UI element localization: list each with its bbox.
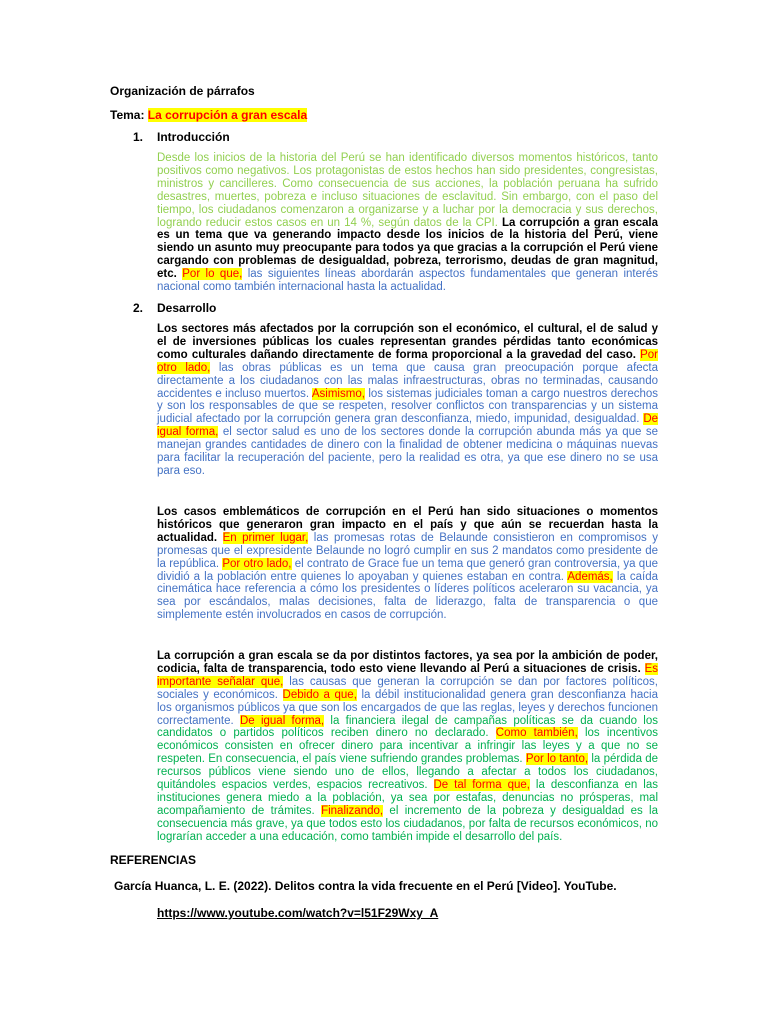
connector-highlight: Como también, <box>495 727 578 740</box>
connector-highlight: De igual forma, <box>157 413 659 439</box>
paragraph-sentence: la financiera ilegal de campañas políticas se da cuando los candidatos o partidos políticos reciben dinero no declarado. <box>157 714 658 740</box>
paragraph-sentence: Los sectores más afectados por la corrupción son el económico, el cultural, el de salud y el de inversiones públicas los cuales representan grandes pérdidas tanto económicas como culturales dañando directamente de forma proporcional a la gravedad del caso. <box>157 323 658 361</box>
connector-highlight: Es importante señalar que, <box>157 662 658 688</box>
document-title: Organización de párrafos <box>110 84 255 98</box>
connector-highlight: Por lo tanto, <box>525 753 589 766</box>
connector-highlight: Finalizando, <box>321 804 384 817</box>
paragraph-sentence: el contrato de Grace fue un tema que generó gran controversia, ya que dividió a la población entre quienes lo apoyaban y quienes estaban en contra. <box>157 557 658 583</box>
connector-highlight: De igual forma, <box>239 714 325 727</box>
connector-highlight: En primer lugar, <box>222 531 309 544</box>
connector-highlight: Además, <box>567 570 613 583</box>
intro-sentence: Desde los inicios de la historia del Perú se han identificado diversos momentos históricos, tanto positivos como negativos. Los protagonistas de estos hechos han sido presidentes, congresistas, ministros y cancilleres. Como consecuencia de sus acciones, la población peruana ha sufrido desastres, muertes, pobreza e incluso situaciones de esclavitud. Sin embargo, con el paso del tiempo, los ciudadanos comenzaron a organizarse y a luchar por la democracia y sus derechos, logrando reducir estos casos en un 14 %, según datos de la CPI. <box>157 152 658 229</box>
development-paragraph-2 <box>157 506 658 622</box>
references-heading: REFERENCIAS <box>110 853 197 867</box>
paragraph-sentence: las promesas rotas de Belaunde consistieron en compromisos y promesas que el expresidente Belaunde no logró cumplir en sus 2 mandatos como presidente de la república. <box>157 531 658 570</box>
connector-highlight: Asimismo, <box>311 387 365 400</box>
topic-value: La corrupción a gran escala <box>147 108 308 122</box>
paragraph-sentence: la débil institucionalidad genera gran desconfianza hacia los organismos públicos ya que son los encargados de que las reglas, leyes y derechos funcionen correctamente. <box>157 688 658 727</box>
connector-highlight: Por otro lado, <box>222 557 292 570</box>
intro-sentence: La corrupción a gran escala es un tema que va generando impacto desde los inicios de la historia del Perú, viene siendo un asunto muy preocupante para todos ya que gracias a la corrupción el Perú viene cargando con problemas de desigualdad, pobreza, terrorismo, deudas de gran magnitud, etc. <box>157 216 658 281</box>
section-title: Introducción <box>157 130 230 144</box>
paragraph-sentence: la pérdida de recursos públicos viene siendo uno de ellos, llegando a afectar a todos los ciudadanos, quitándoles espacios verdes, espacios recreativos. <box>157 753 659 792</box>
section-heading-development <box>133 301 216 315</box>
section-heading-intro <box>133 130 230 144</box>
paragraph-sentence: las causas que generan la corrupción se dan por factores políticos, sociales y económicos. <box>157 675 658 701</box>
reference-link[interactable]: https://www.youtube.com/watch?v=l51F29Wxy_A <box>157 906 439 920</box>
paragraph-sentence: La corrupción a gran escala se da por distintos factores, ya sea por la ambición de poder, codicia, falta de transparencia, todo esto viene llevando al Perú a situaciones de crisis. <box>157 650 658 675</box>
paragraph-sentence: los sistemas judiciales toman a cargo nuestros derechos y son los responsables de que se respeten, resolver conflictos con transparencias y un sistema judicial afectado por la corrupción genera gran desconfianza, miedo, impunidad, desigualdad. <box>157 387 659 426</box>
development-paragraph-1 <box>157 323 658 478</box>
section-number: 2. <box>133 301 144 315</box>
section-title: Desarrollo <box>157 301 217 315</box>
connector-highlight: Por lo que, <box>182 268 243 281</box>
topic-line <box>110 108 307 122</box>
paragraph-sentence: las obras públicas es un tema que causa gran preocupación porque afecta directamente a los ciudadanos con las malas infraestructuras, obras no terminadas, causando accidentes e incluso muertos. <box>157 361 658 400</box>
intro-sentence: las siguientes líneas abordarán aspectos fundamentales que generan interés nacional como también internacional hasta la actualidad. <box>157 268 659 294</box>
paragraph-sentence: la desconfianza en las instituciones genera miedo a la población, ya sea por estafas, denuncias no prósperas, mal acompañamiento de trámites. <box>157 779 658 817</box>
paragraph-sentence: Los casos emblemáticos de corrupción en el Perú han sido situaciones o momentos históricos que generaron gran impacto en el país y que aún se recuerdan hasta la actualidad. <box>157 506 658 544</box>
connector-highlight: De tal forma que, <box>433 779 530 792</box>
reference-entry: García Huanca, L. E. (2022). Delitos contra la vida frecuente en el Perú [Video]. YouTube. <box>114 879 617 893</box>
intro-paragraph <box>157 152 658 294</box>
connector-highlight: Debido a que, <box>282 688 357 701</box>
paragraph-sentence: el sector salud es uno de los sectores donde la corrupción abunda más ya que se manejan grandes cantidades de dinero con la finalidad de obtener medicina o máquinas nuevas para facilitar la recuperación del paciente, pero la realidad es otra, ya que ese dinero no se usa para eso. <box>157 426 658 477</box>
development-paragraph-3 <box>157 650 658 844</box>
connector-highlight: Por otro lado, <box>157 348 658 374</box>
paragraph-sentence: el incremento de la pobreza y desigualdad es la consecuencia más grave, ya que todos esto los ciudadanos, por falta de recursos económicos, no lograrían acceder a una educación, como también impide el desarrollo del país. <box>157 804 658 843</box>
topic-label: Tema: <box>110 108 145 122</box>
paragraph-sentence: los incentivos económicos consisten en ofrecer dinero para incentivar a infringir las leyes y a que no se respeten. En consecuencia, el país viene sufriendo grandes problemas. <box>157 727 658 766</box>
section-number: 1. <box>133 130 144 144</box>
paragraph-sentence: la caída cinemática hace referencia a cómo los presidentes o líderes políticos aceleraron su vacancia, ya sea por escándalos, malas decisiones, falta de liderazgo, falta de transparencia o que simplemente estén involucrados en casos de corrupción. <box>157 570 658 622</box>
